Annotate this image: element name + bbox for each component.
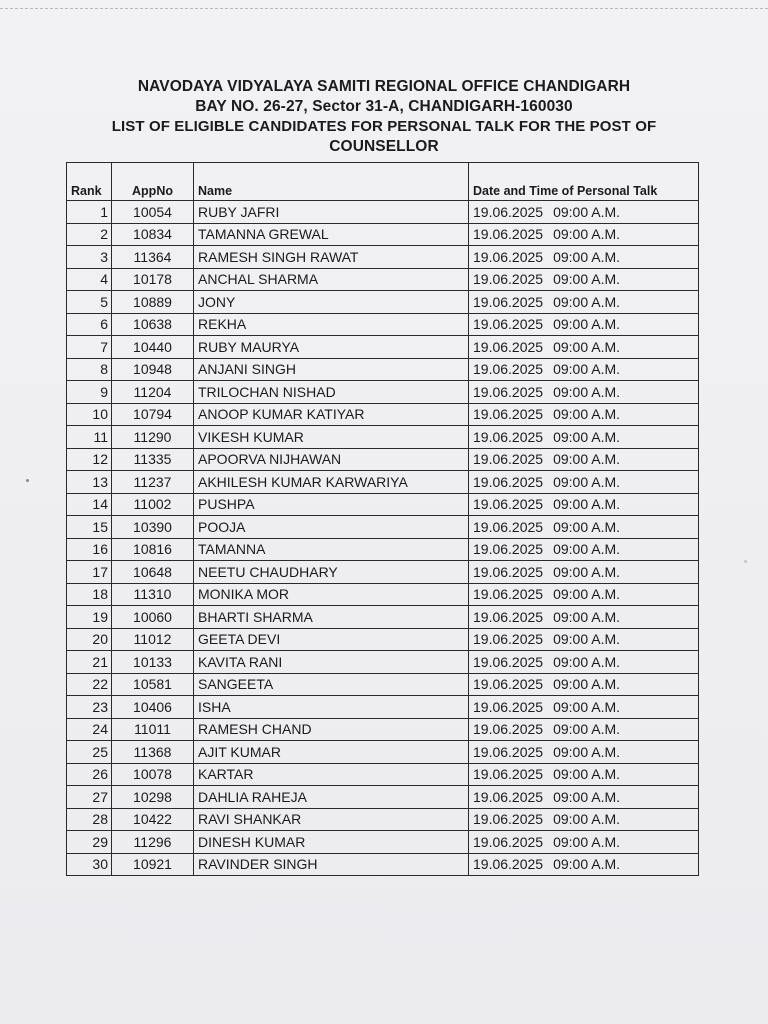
table-row — [67, 493, 699, 516]
appno-cell: 10298 — [112, 786, 194, 809]
appno-cell: 11368 — [112, 741, 194, 764]
organization-title: NAVODAYA VIDYALAYA SAMITI REGIONAL OFFICE CHANDIGARH — [137, 78, 631, 95]
date-time-cell — [469, 696, 699, 719]
date-time-cell — [469, 426, 699, 449]
name-cell: PUSHPA — [194, 493, 469, 516]
table-row — [67, 606, 699, 629]
name-cell: ANOOP KUMAR KATIYAR — [194, 403, 469, 426]
scan-speck — [26, 479, 29, 482]
appno-cell: 10921 — [112, 853, 194, 876]
table-row — [67, 426, 699, 449]
talk-date: 19.06.2025 — [473, 428, 544, 445]
date-time-cell — [469, 583, 699, 606]
date-time-cell — [469, 831, 699, 854]
table-row — [67, 291, 699, 314]
appno-cell: 10834 — [112, 223, 194, 246]
talk-date: 19.06.2025 — [473, 496, 544, 513]
rank-cell: 15 — [67, 516, 112, 539]
date-time-cell — [469, 448, 699, 471]
name-cell: POOJA — [194, 516, 469, 539]
date-time-cell — [469, 561, 699, 584]
rank-cell: 23 — [67, 696, 112, 719]
date-time-cell — [469, 471, 699, 494]
rank-cell: 29 — [67, 831, 112, 854]
top-scan-edge — [0, 8, 768, 10]
name-cell: NEETU CHAUDHARY — [194, 561, 469, 584]
talk-date: 19.06.2025 — [473, 698, 544, 715]
appno-cell: 10390 — [112, 516, 194, 539]
table-row — [67, 471, 699, 494]
talk-date: 19.06.2025 — [473, 248, 544, 265]
date-time-cell — [469, 246, 699, 269]
table-row — [67, 246, 699, 269]
date-time-cell — [469, 516, 699, 539]
table-row — [67, 628, 699, 651]
scan-speck — [744, 560, 747, 563]
rank-cell: 30 — [67, 853, 112, 876]
talk-date: 19.06.2025 — [473, 203, 544, 220]
rank-cell: 13 — [67, 471, 112, 494]
talk-time: 09:00 A.M. — [553, 518, 621, 535]
date-time-cell — [469, 493, 699, 516]
rank-cell: 20 — [67, 628, 112, 651]
talk-time: 09:00 A.M. — [553, 608, 621, 625]
appno-cell: 10422 — [112, 808, 194, 831]
table-row — [67, 223, 699, 246]
rank-cell: 28 — [67, 808, 112, 831]
date-time-cell — [469, 651, 699, 674]
date-time-cell — [469, 201, 699, 224]
table-row — [67, 201, 699, 224]
talk-time: 09:00 A.M. — [553, 383, 621, 400]
rank-cell: 14 — [67, 493, 112, 516]
appno-cell: 10054 — [112, 201, 194, 224]
talk-time: 09:00 A.M. — [553, 856, 621, 873]
rank-cell: 25 — [67, 741, 112, 764]
date-time-cell — [469, 291, 699, 314]
name-cell: TAMANNA — [194, 538, 469, 561]
date-time-cell — [469, 673, 699, 696]
talk-time: 09:00 A.M. — [553, 811, 621, 828]
talk-date: 19.06.2025 — [473, 586, 544, 603]
talk-date: 19.06.2025 — [473, 563, 544, 580]
talk-date: 19.06.2025 — [473, 473, 544, 490]
candidates-table-wrapper — [66, 162, 699, 876]
rank-cell: 10 — [67, 403, 112, 426]
appno-cell: 11364 — [112, 246, 194, 269]
name-cell: TRILOCHAN NISHAD — [194, 381, 469, 404]
post-name: COUNSELLOR — [329, 138, 439, 155]
appno-cell: 10060 — [112, 606, 194, 629]
table-row — [67, 403, 699, 426]
rank-cell: 7 — [67, 336, 112, 359]
date-time-cell — [469, 718, 699, 741]
talk-date: 19.06.2025 — [473, 226, 544, 243]
date-time-cell — [469, 403, 699, 426]
column-header-appno: AppNo — [112, 163, 194, 201]
talk-time: 09:00 A.M. — [553, 293, 621, 310]
date-time-cell — [469, 763, 699, 786]
appno-cell: 11011 — [112, 718, 194, 741]
table-row — [67, 651, 699, 674]
appno-cell: 11290 — [112, 426, 194, 449]
table-row — [67, 763, 699, 786]
appno-cell: 11204 — [112, 381, 194, 404]
appno-cell: 11335 — [112, 448, 194, 471]
talk-date: 19.06.2025 — [473, 518, 544, 535]
rank-cell: 9 — [67, 381, 112, 404]
appno-cell: 10581 — [112, 673, 194, 696]
name-cell: KARTAR — [194, 763, 469, 786]
talk-date: 19.06.2025 — [473, 541, 544, 558]
talk-time: 09:00 A.M. — [553, 631, 621, 648]
date-time-cell — [469, 538, 699, 561]
table-row — [67, 808, 699, 831]
talk-time: 09:00 A.M. — [553, 743, 621, 760]
appno-cell: 10440 — [112, 336, 194, 359]
table-row — [67, 561, 699, 584]
talk-date: 19.06.2025 — [473, 743, 544, 760]
name-cell: DINESH KUMAR — [194, 831, 469, 854]
talk-time: 09:00 A.M. — [553, 473, 621, 490]
talk-time: 09:00 A.M. — [553, 496, 621, 513]
talk-date: 19.06.2025 — [473, 676, 544, 693]
date-time-cell — [469, 336, 699, 359]
name-cell: RAVINDER SINGH — [194, 853, 469, 876]
rank-cell: 12 — [67, 448, 112, 471]
table-body — [67, 201, 699, 876]
talk-date: 19.06.2025 — [473, 833, 544, 850]
appno-cell: 11237 — [112, 471, 194, 494]
name-cell: RAMESH SINGH RAWAT — [194, 246, 469, 269]
talk-time: 09:00 A.M. — [553, 428, 621, 445]
talk-date: 19.06.2025 — [473, 338, 544, 355]
name-cell: ANJANI SINGH — [194, 358, 469, 381]
table-row — [67, 358, 699, 381]
table-row — [67, 673, 699, 696]
rank-cell: 22 — [67, 673, 112, 696]
rank-cell: 18 — [67, 583, 112, 606]
name-cell: TAMANNA GREWAL — [194, 223, 469, 246]
talk-time: 09:00 A.M. — [553, 586, 621, 603]
appno-cell: 10948 — [112, 358, 194, 381]
talk-time: 09:00 A.M. — [553, 698, 621, 715]
rank-cell: 4 — [67, 268, 112, 291]
candidates-table — [66, 162, 699, 876]
name-cell: VIKESH KUMAR — [194, 426, 469, 449]
table-row — [67, 448, 699, 471]
name-cell: KAVITA RANI — [194, 651, 469, 674]
date-time-cell — [469, 223, 699, 246]
talk-time: 09:00 A.M. — [553, 226, 621, 243]
talk-date: 19.06.2025 — [473, 653, 544, 670]
date-time-cell — [469, 808, 699, 831]
table-row — [67, 831, 699, 854]
talk-date: 19.06.2025 — [473, 271, 544, 288]
list-title: LIST OF ELIGIBLE CANDIDATES FOR PERSONAL TALK FOR THE POST OF — [111, 118, 657, 135]
table-row — [67, 538, 699, 561]
rank-cell: 1 — [67, 201, 112, 224]
date-time-cell — [469, 741, 699, 764]
appno-cell: 10078 — [112, 763, 194, 786]
appno-cell: 10133 — [112, 651, 194, 674]
name-cell: RAMESH CHAND — [194, 718, 469, 741]
appno-cell: 10816 — [112, 538, 194, 561]
office-address: BAY NO. 26-27, Sector 31-A, CHANDIGARH-160030 — [195, 98, 573, 115]
name-cell: AKHILESH KUMAR KARWARIYA — [194, 471, 469, 494]
talk-time: 09:00 A.M. — [553, 833, 621, 850]
talk-date: 19.06.2025 — [473, 631, 544, 648]
talk-date: 19.06.2025 — [473, 766, 544, 783]
name-cell: RUBY JAFRI — [194, 201, 469, 224]
talk-time: 09:00 A.M. — [553, 406, 621, 423]
rank-cell: 5 — [67, 291, 112, 314]
talk-date: 19.06.2025 — [473, 293, 544, 310]
rank-cell: 17 — [67, 561, 112, 584]
rank-cell: 3 — [67, 246, 112, 269]
name-cell: GEETA DEVI — [194, 628, 469, 651]
table-row — [67, 696, 699, 719]
name-cell: AJIT KUMAR — [194, 741, 469, 764]
rank-cell: 6 — [67, 313, 112, 336]
date-time-cell — [469, 628, 699, 651]
date-time-cell — [469, 358, 699, 381]
column-header-date-time: Date and Time of Personal Talk — [469, 163, 699, 201]
table-row — [67, 381, 699, 404]
talk-time: 09:00 A.M. — [553, 563, 621, 580]
talk-time: 09:00 A.M. — [553, 788, 621, 805]
appno-cell: 11310 — [112, 583, 194, 606]
talk-time: 09:00 A.M. — [553, 653, 621, 670]
name-cell: DAHLIA RAHEJA — [194, 786, 469, 809]
appno-cell: 10406 — [112, 696, 194, 719]
table-row — [67, 853, 699, 876]
table-row — [67, 313, 699, 336]
appno-cell: 10178 — [112, 268, 194, 291]
name-cell: ANCHAL SHARMA — [194, 268, 469, 291]
table-row — [67, 268, 699, 291]
talk-date: 19.06.2025 — [473, 811, 544, 828]
talk-time: 09:00 A.M. — [553, 541, 621, 558]
appno-cell: 11002 — [112, 493, 194, 516]
talk-time: 09:00 A.M. — [553, 766, 621, 783]
table-row — [67, 336, 699, 359]
name-cell: RUBY MAURYA — [194, 336, 469, 359]
name-cell: SANGEETA — [194, 673, 469, 696]
table-row — [67, 741, 699, 764]
document-header — [60, 77, 708, 157]
table-row — [67, 516, 699, 539]
rank-cell: 27 — [67, 786, 112, 809]
column-header-rank: Rank — [67, 163, 112, 201]
rank-cell: 2 — [67, 223, 112, 246]
date-time-cell — [469, 381, 699, 404]
date-time-cell — [469, 786, 699, 809]
talk-time: 09:00 A.M. — [553, 451, 621, 468]
talk-time: 09:00 A.M. — [553, 316, 621, 333]
rank-cell: 16 — [67, 538, 112, 561]
talk-date: 19.06.2025 — [473, 721, 544, 738]
table-row — [67, 718, 699, 741]
name-cell: REKHA — [194, 313, 469, 336]
appno-cell: 10794 — [112, 403, 194, 426]
talk-date: 19.06.2025 — [473, 383, 544, 400]
date-time-cell — [469, 268, 699, 291]
rank-cell: 26 — [67, 763, 112, 786]
column-header-name: Name — [194, 163, 469, 201]
table-header-row — [67, 163, 699, 201]
date-time-cell — [469, 313, 699, 336]
appno-cell: 10889 — [112, 291, 194, 314]
rank-cell: 8 — [67, 358, 112, 381]
talk-date: 19.06.2025 — [473, 788, 544, 805]
appno-cell: 10648 — [112, 561, 194, 584]
table-row — [67, 583, 699, 606]
appno-cell: 11012 — [112, 628, 194, 651]
name-cell: MONIKA MOR — [194, 583, 469, 606]
name-cell: RAVI SHANKAR — [194, 808, 469, 831]
date-time-cell — [469, 853, 699, 876]
talk-time: 09:00 A.M. — [553, 676, 621, 693]
talk-date: 19.06.2025 — [473, 856, 544, 873]
appno-cell: 10638 — [112, 313, 194, 336]
date-time-cell — [469, 606, 699, 629]
talk-time: 09:00 A.M. — [553, 338, 621, 355]
name-cell: ISHA — [194, 696, 469, 719]
rank-cell: 24 — [67, 718, 112, 741]
talk-time: 09:00 A.M. — [553, 361, 621, 378]
talk-date: 19.06.2025 — [473, 451, 544, 468]
rank-cell: 19 — [67, 606, 112, 629]
talk-date: 19.06.2025 — [473, 608, 544, 625]
name-cell: BHARTI SHARMA — [194, 606, 469, 629]
talk-time: 09:00 A.M. — [553, 203, 621, 220]
rank-cell: 11 — [67, 426, 112, 449]
name-cell: APOORVA NIJHAWAN — [194, 448, 469, 471]
name-cell: JONY — [194, 291, 469, 314]
talk-time: 09:00 A.M. — [553, 271, 621, 288]
table-row — [67, 786, 699, 809]
talk-time: 09:00 A.M. — [553, 721, 621, 738]
appno-cell: 11296 — [112, 831, 194, 854]
talk-date: 19.06.2025 — [473, 406, 544, 423]
rank-cell: 21 — [67, 651, 112, 674]
talk-time: 09:00 A.M. — [553, 248, 621, 265]
talk-date: 19.06.2025 — [473, 361, 544, 378]
talk-date: 19.06.2025 — [473, 316, 544, 333]
